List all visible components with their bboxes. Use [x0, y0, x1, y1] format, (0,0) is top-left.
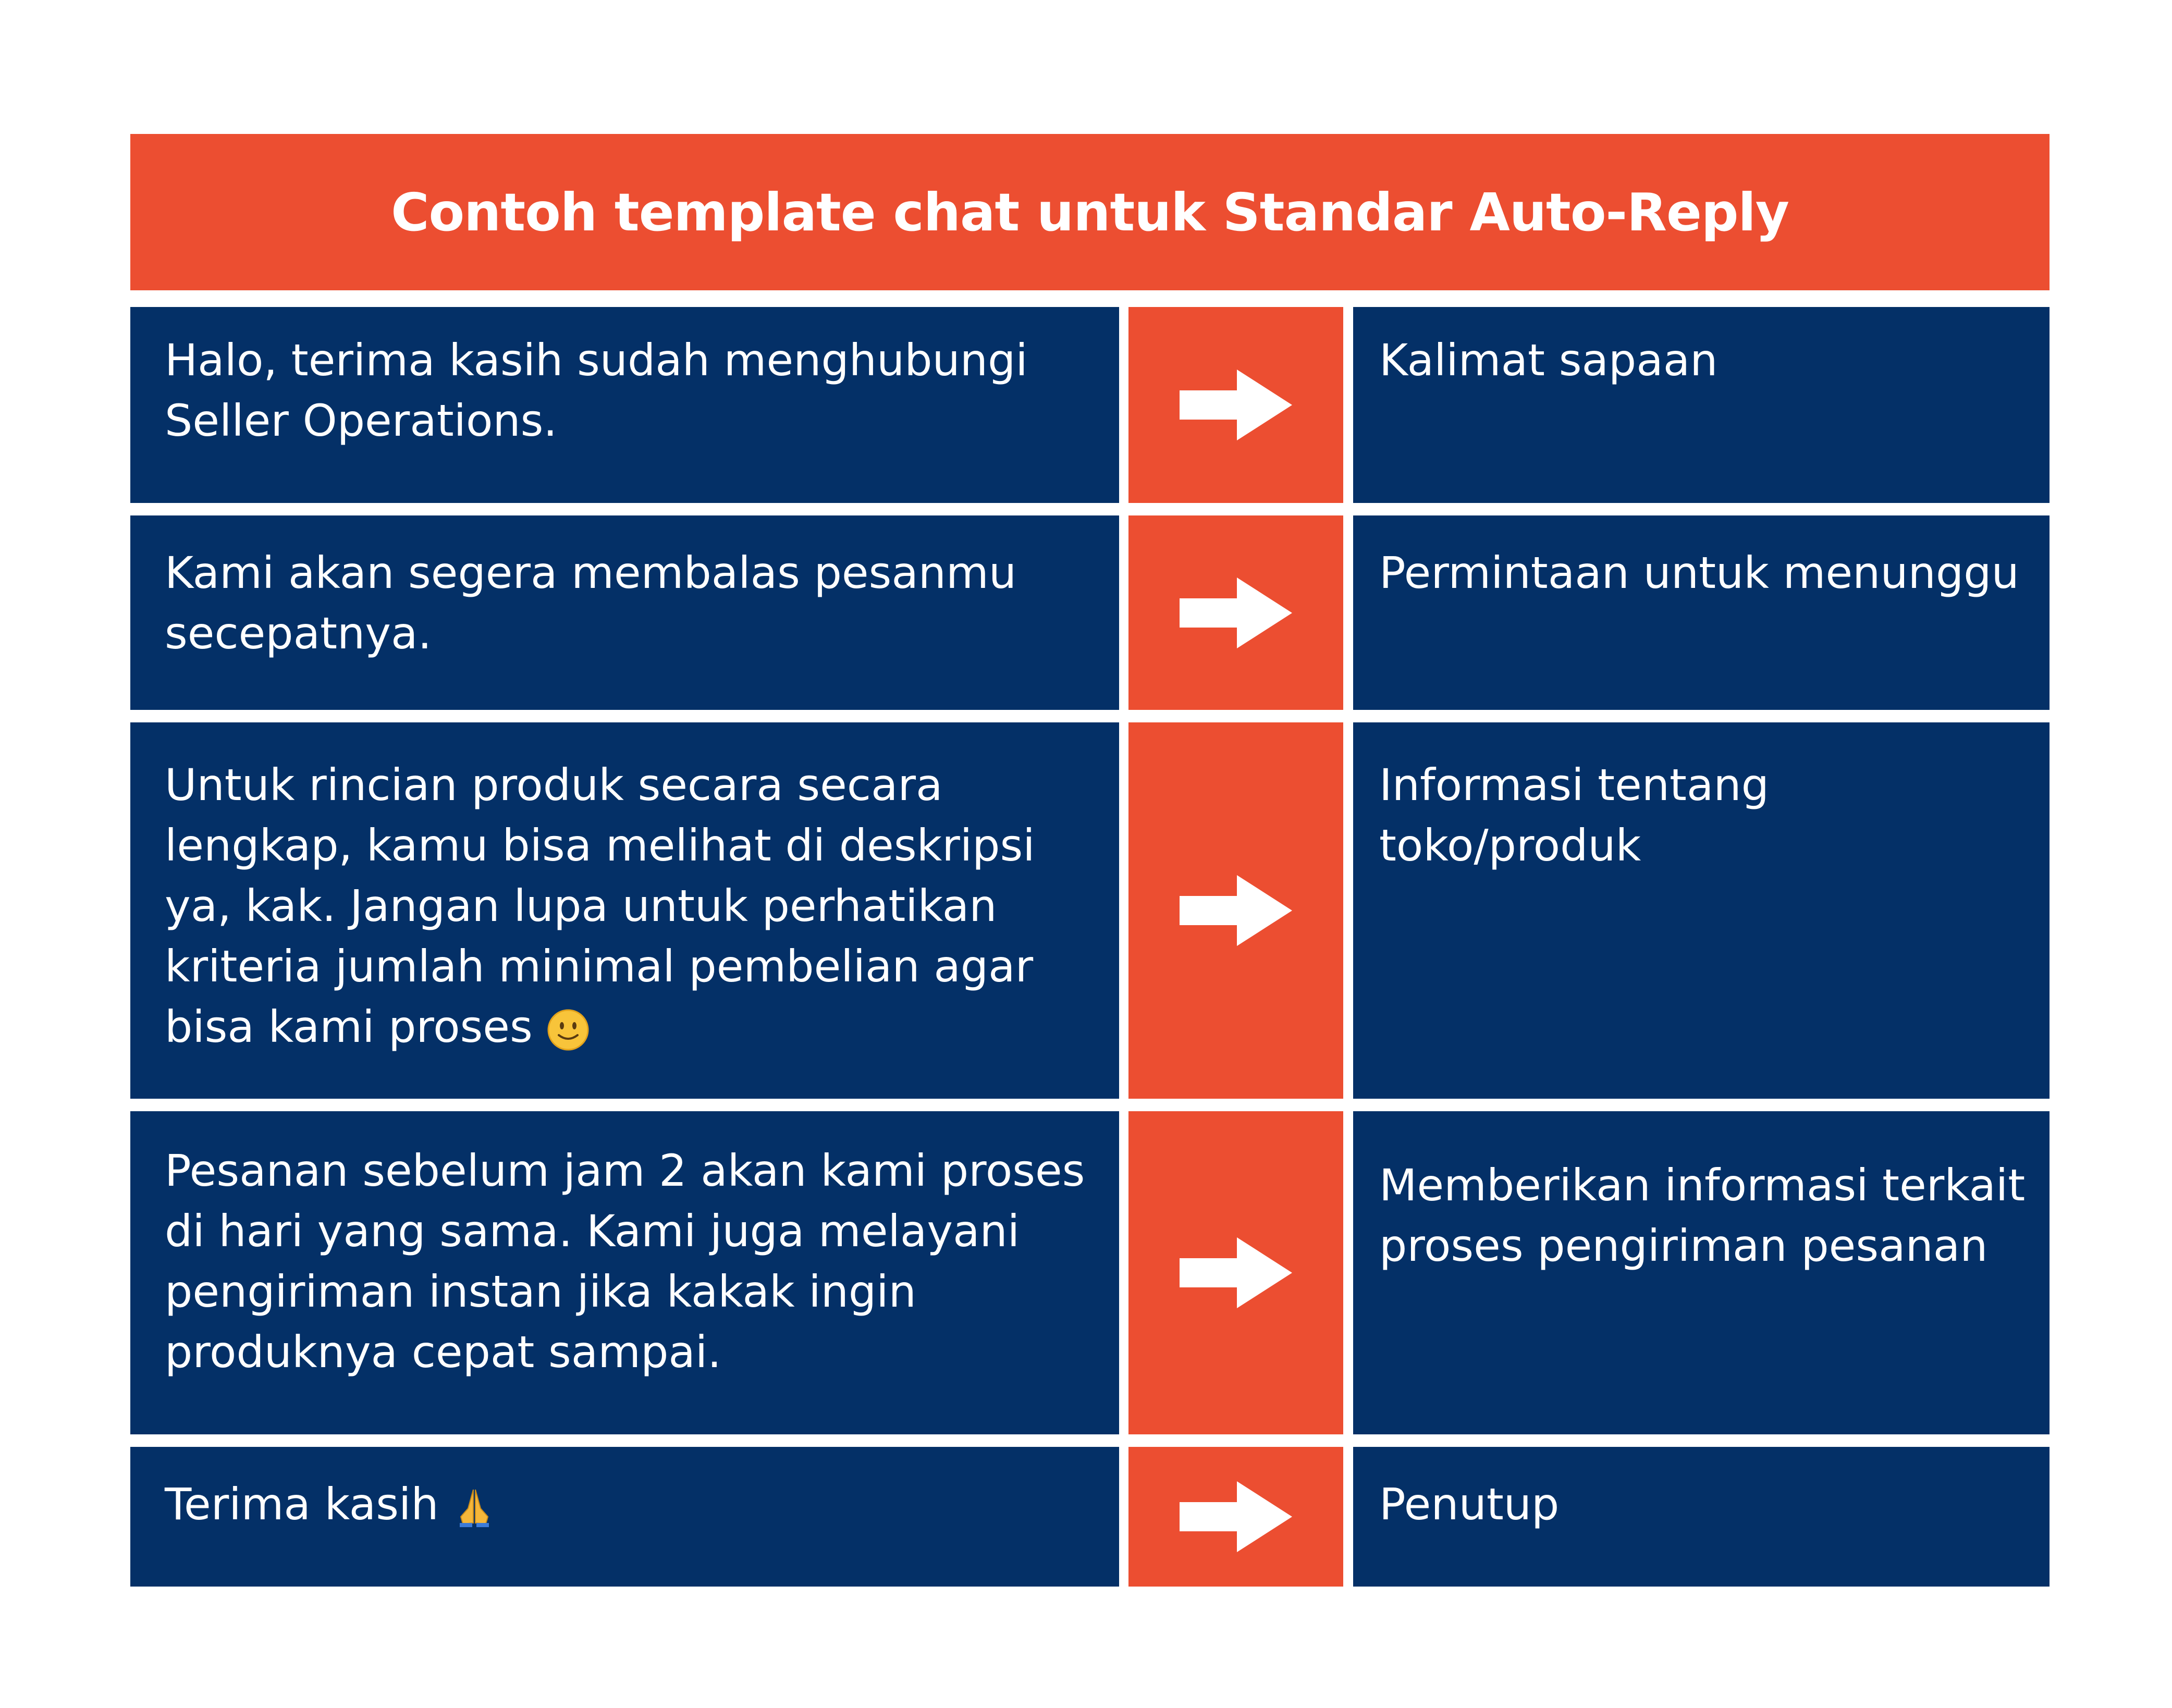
table-row — [130, 307, 2050, 503]
message-text: Terima kasih — [165, 1479, 439, 1530]
arrow-cell — [1128, 1111, 1343, 1434]
message-text: Kami akan segera membalas pesanmu secepatnya. — [165, 547, 1017, 659]
arrow-right-icon — [1180, 875, 1292, 946]
arrow-cell — [1128, 515, 1343, 710]
message-text: Halo, terima kasih sudah menghubungi Seller Operations. — [165, 335, 1028, 446]
message-cell — [130, 722, 1119, 1099]
purpose-text: Informasi tentang toko/produk — [1379, 759, 1769, 871]
table-row — [130, 515, 2050, 710]
arrow-cell — [1128, 307, 1343, 503]
purpose-text: Penutup — [1379, 1479, 1560, 1530]
table-row — [130, 1447, 2050, 1587]
message-text: Untuk rincian produk secara secara lengkap, kamu bisa melihat di deskripsi ya, kak. Jangan lupa untuk perhatikan kriteria jumlah minimal pembelian agar bisa kami proses — [165, 759, 1035, 1052]
table-header — [130, 134, 2050, 290]
purpose-text: Kalimat sapaan — [1379, 335, 1718, 386]
purpose-cell — [1353, 1111, 2050, 1434]
folded-hands-icon — [452, 1485, 496, 1529]
purpose-cell — [1353, 515, 2050, 710]
arrow-right-icon — [1180, 370, 1292, 440]
purpose-cell — [1353, 307, 2050, 503]
arrow-cell — [1128, 1447, 1343, 1587]
message-cell — [130, 1447, 1119, 1587]
table-row — [130, 722, 2050, 1099]
slightly-smiling-face-icon — [546, 1008, 590, 1052]
message-cell — [130, 1111, 1119, 1434]
purpose-text: Memberikan informasi terkait proses pengiriman pesanan — [1379, 1160, 2026, 1271]
arrow-right-icon — [1180, 577, 1292, 648]
auto-reply-table — [130, 134, 2050, 1587]
arrow-right-icon — [1180, 1481, 1292, 1552]
purpose-cell — [1353, 1447, 2050, 1587]
message-text: Pesanan sebelum jam 2 akan kami proses di hari yang sama. Kami juga melayani pengiriman instan jika kakak ingin produknya cepat sampai. — [165, 1145, 1085, 1378]
message-cell — [130, 515, 1119, 710]
arrow-cell — [1128, 722, 1343, 1099]
table-row — [130, 1111, 2050, 1434]
purpose-text: Permintaan untuk menunggu — [1379, 547, 2019, 598]
message-cell — [130, 307, 1119, 503]
purpose-cell — [1353, 722, 2050, 1099]
arrow-right-icon — [1180, 1237, 1292, 1308]
table-title: Contoh template chat untuk Standar Auto-Reply — [391, 181, 1789, 243]
